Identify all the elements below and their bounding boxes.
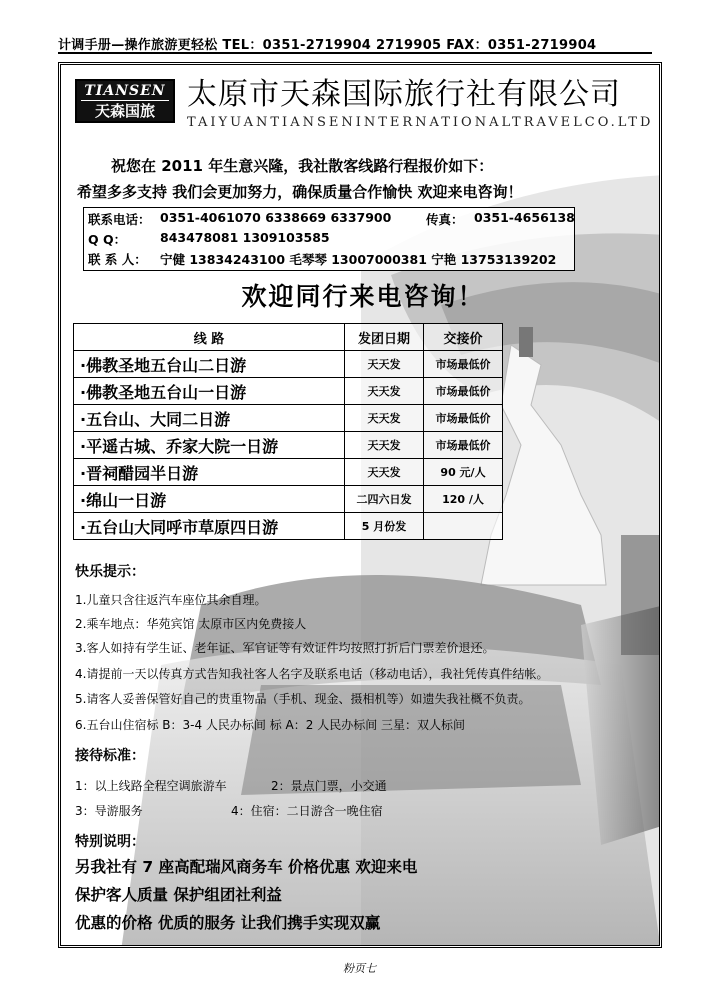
page-footer: 粉页七 [343,962,376,975]
tip-item: 4.请提前一天以传真方式告知我社客人名字及联系电话（移动电话），我社凭传真件结帐。 [75,667,549,681]
route-name: ·佛教圣地五台山二日游 [74,351,345,378]
special-line: 保护客人质量 保护组团社利益 [75,886,282,904]
tip-item: 5.请客人妥善保管好自己的贵重物品（手机、现金、摄相机等）如遗失我社概不负责。 [75,692,531,706]
route-date: 天天发 [345,405,424,432]
phone-label: 联系电话： [88,212,151,227]
route-date: 天天发 [345,378,424,405]
route-price: 市场最低价 [424,432,503,459]
header-contact-line: 计调手册—操作旅游更轻松 TEL：0351-2719904 2719905 FAX：0351-2719904 [58,38,597,53]
table-row [74,513,503,540]
special-line: 优惠的价格 优质的服务 让我们携手实现双赢 [75,914,381,932]
qq-numbers: 843478081 1309103585 [160,230,330,245]
route-date: 二四六日发 [345,486,424,513]
logo-english: TIANSEN [81,83,169,101]
reception-item: 3：导游服务 [75,804,143,818]
route-date: 天天发 [345,459,424,486]
route-date: 天天发 [345,432,424,459]
logo-chinese: 天森国旅 [94,102,155,120]
table-header-row [74,324,503,351]
route-price: 市场最低价 [424,405,503,432]
header-price: 交接价 [424,324,503,351]
tip-item: 3.客人如持有学生证、老年证、军官证等有效证件均按照打折后门票差价退还。 [75,641,495,655]
route-price: 120 /人 [424,486,503,513]
route-price: 90 元/人 [424,459,503,486]
reception-item: 2：景点门票，小交通 [271,779,387,793]
route-name: ·佛教圣地五台山一日游 [74,378,345,405]
route-price-table [73,323,503,540]
route-price: 市场最低价 [424,378,503,405]
route-name: ·晋祠醋园半日游 [74,459,345,486]
reception-title: 接待标准： [75,748,145,764]
route-name: ·五台山、大同二日游 [74,405,345,432]
tips-title: 快乐提示： [75,564,145,580]
fax-number: 0351-4656138 [474,210,575,225]
route-price [424,513,503,540]
company-name-english: TAIYUANTIANSENINTERNATIONALTRAVELCO.LTD [187,115,654,130]
route-name: ·绵山一日游 [74,486,345,513]
reception-item: 4：住宿：二日游含一晚住宿 [231,804,383,818]
tip-item: 2.乘车地点：华苑宾馆 太原市区内免费接人 [75,617,307,631]
table-row [74,459,503,486]
contact-persons: 宁健 13834243100 毛琴琴 13007000381 宁艳 13753139202 [160,252,557,267]
table-row [74,405,503,432]
tip-item: 1.儿童只含往返汽车座位其余自理。 [75,593,267,607]
reception-item: 1：以上线路全程空调旅游车 [75,779,227,793]
header-date: 发团日期 [345,324,424,351]
table-row [74,432,503,459]
qq-label: Q Q： [88,232,127,247]
flyer-frame [58,62,662,948]
fax-label: 传真： [426,212,464,227]
special-line: 另我社有 7 座高配瑞风商务车 价格优惠 欢迎来电 [75,858,418,876]
table-row [74,378,503,405]
contact-box [83,207,575,271]
contact-person-label: 联 系 人： [88,252,147,267]
route-date: 天天发 [345,351,424,378]
company-logo [75,79,175,123]
route-name: ·五台山大同呼市草原四日游 [74,513,345,540]
phone-numbers: 0351-4061070 6338669 6337900 [160,210,392,225]
company-name-chinese: 太原市天森国际旅行社有限公司 [187,77,621,112]
route-price: 市场最低价 [424,351,503,378]
table-row [74,351,503,378]
route-name: ·平遥古城、乔家大院一日游 [74,432,345,459]
greeting-line-1: 祝您在 2011 年生意兴隆，我社散客线路行程报价如下： [111,157,494,175]
welcome-heading: 欢迎同行来电咨询！ [241,282,485,311]
header-route: 线 路 [74,324,345,351]
table-row [74,486,503,513]
header-divider [58,52,652,54]
special-title: 特别说明： [75,834,145,850]
greeting-line-2: 希望多多支持 我们会更加努力，确保质量合作愉快 欢迎来电咨询！ [77,183,523,201]
tip-item: 6.五台山住宿标 B：3-4 人民办标间 标 A：2 人民办标间 三星：双人标间 [75,718,466,732]
route-date: 5 月份发 [345,513,424,540]
